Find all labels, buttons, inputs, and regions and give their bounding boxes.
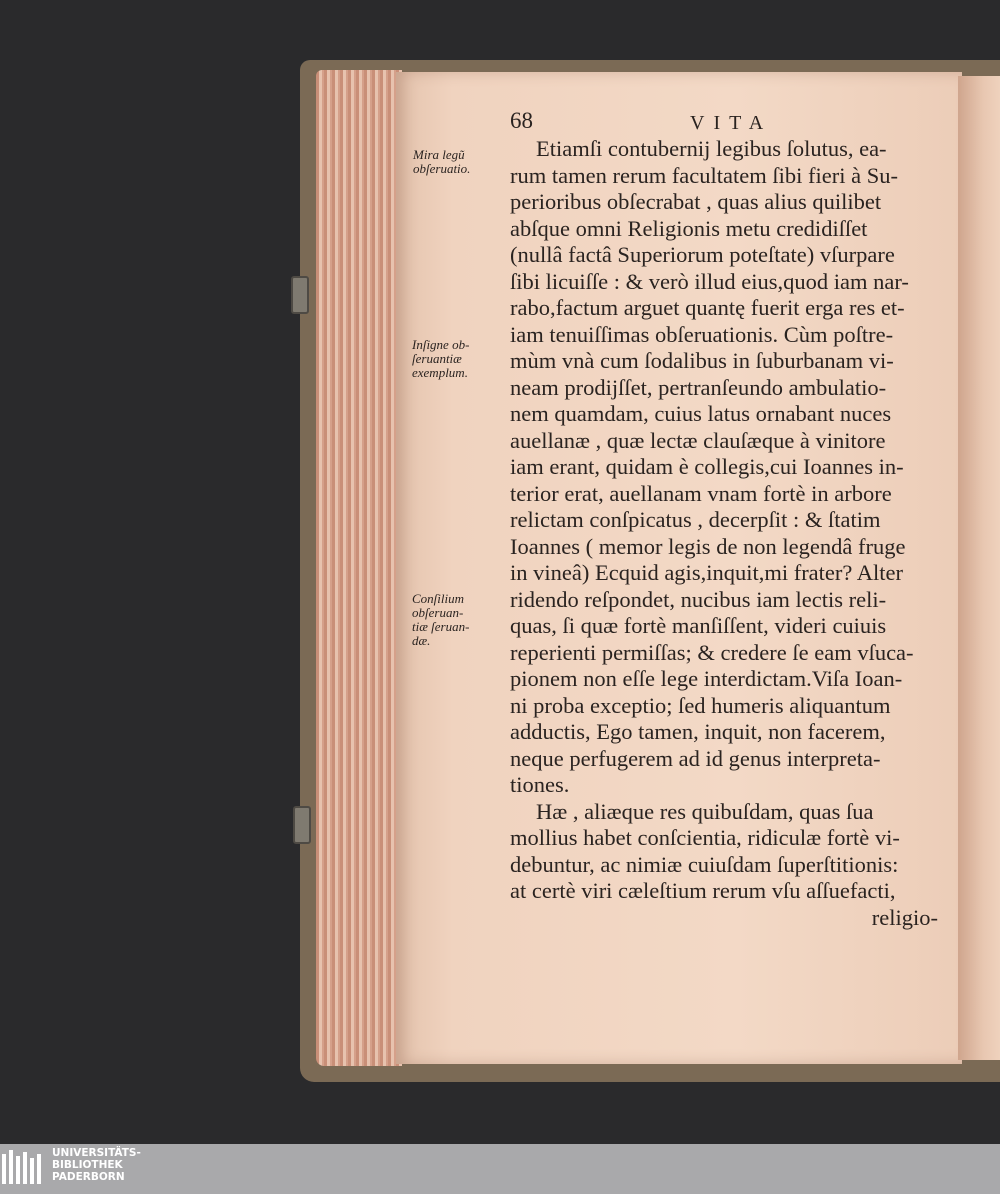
text-line: neam prodijſſet, pertranſeundo ambulatio- bbox=[510, 374, 887, 400]
text-line: ridendo reſpondet, nucibus iam lectis reli- bbox=[510, 586, 887, 612]
running-head: VITA bbox=[690, 112, 773, 134]
marginal-note-line: exemplum. bbox=[412, 365, 468, 380]
text-line: reperienti permiſſas; & credere ſe eam vſuca- bbox=[510, 639, 914, 665]
text-line: debuntur, ac nimiæ cuiuſdam ſuperſtitionis: bbox=[510, 851, 899, 877]
text-line: iam erant, quidam è collegis,cui Ioannes in- bbox=[510, 454, 904, 479]
library-name bbox=[52, 1147, 141, 1183]
text-line: Ioannes ( memor legis de non legendâ fruge bbox=[510, 533, 906, 559]
text-line: ni proba exceptio; ſed humeris aliquantum bbox=[510, 692, 891, 718]
text-line: Hæ , aliæque res quibuſdam, quas ſua bbox=[536, 798, 874, 824]
marginal-note-line: Mira legũ bbox=[413, 147, 465, 162]
text-line: mollius habet conſcientia, ridiculæ fortè vi- bbox=[510, 825, 900, 850]
page-edges bbox=[316, 70, 402, 1066]
library-name-line: PADERBORN bbox=[52, 1171, 125, 1183]
library-name-line: UNIVERSITÄTS- bbox=[52, 1147, 141, 1159]
text-line: ſibi licuiſſe : & verò illud eius,quod iam nar- bbox=[510, 268, 909, 294]
library-name-line: BIBLIOTHEK bbox=[52, 1159, 123, 1171]
library-banner bbox=[0, 1144, 1000, 1194]
text-line: mùm vnà cum ſodalibus in ſuburbanam vi- bbox=[510, 348, 894, 373]
text-line: perioribus obſecrabat , quas alius quilibet bbox=[510, 189, 882, 214]
text-line: in vineâ) Ecquid agis,inquit,mi frater? Alter bbox=[510, 560, 904, 585]
text-line: rabo,factum arguet quantę fuerit erga res et- bbox=[510, 295, 905, 320]
text-line: tiones. bbox=[510, 772, 570, 797]
marginal-note-line: obſeruatio. bbox=[413, 161, 471, 176]
page-header bbox=[0, 104, 1000, 138]
marginal-note bbox=[413, 148, 470, 176]
marginal-note bbox=[412, 338, 469, 380]
marginal-note-line: dæ. bbox=[412, 633, 431, 648]
text-line: auellanæ , quæ lectæ clauſæque à vinitore bbox=[510, 427, 886, 453]
text-line: adductis, Ego tamen, inquit, non facerem, bbox=[510, 719, 886, 744]
marginal-note bbox=[412, 592, 469, 648]
text-line: (nullâ factâ Superiorum poteſtate) vſurpare bbox=[510, 242, 895, 267]
text-line: at certè viri cæleſtium rerum vſu aſſuefacti, bbox=[510, 878, 896, 903]
text-line: rum tamen rerum facultatem ſibi fieri à Su- bbox=[510, 162, 898, 188]
text-line: pionem non eſſe lege interdictam.Viſa Ioan- bbox=[510, 666, 903, 691]
library-logo-icon bbox=[0, 1150, 48, 1188]
text-line: iam tenuiſſimas obſeruationis. Cùm poſtre- bbox=[510, 321, 894, 347]
marginal-note-line: ſeruantiæ bbox=[412, 351, 462, 366]
text-line: Etiamſi contubernij legibus ſolutus, ea- bbox=[536, 136, 887, 161]
marginal-note-line: tiæ ſeruan- bbox=[412, 619, 470, 634]
text-line: nem quamdam, cuius latus ornabant nuces bbox=[510, 401, 892, 426]
text-line: terior erat, auellanam vnam fortè in arbore bbox=[510, 480, 892, 506]
facing-page-edge bbox=[958, 76, 1000, 1060]
page-number: 68 bbox=[510, 108, 533, 133]
book-clasp-bottom bbox=[293, 806, 311, 844]
marginal-note-line: obſeruan- bbox=[412, 605, 464, 620]
text-line: relictam conſpicatus , decerpſit : & ſtatim bbox=[510, 507, 881, 532]
body-text bbox=[510, 136, 938, 931]
text-line: quas, ſi quæ fortè manſiſſent, videri cuiuis bbox=[510, 613, 887, 638]
text-line: neque perfugerem ad id genus interpreta- bbox=[510, 745, 881, 771]
text-line: religio- bbox=[871, 904, 938, 930]
marginal-note-line: Conſilium bbox=[412, 591, 465, 606]
marginal-note-line: Inſigne ob- bbox=[412, 337, 470, 352]
book-clasp-top bbox=[291, 276, 309, 314]
text-line: abſque omni Religionis metu credidiſſet bbox=[510, 215, 868, 241]
